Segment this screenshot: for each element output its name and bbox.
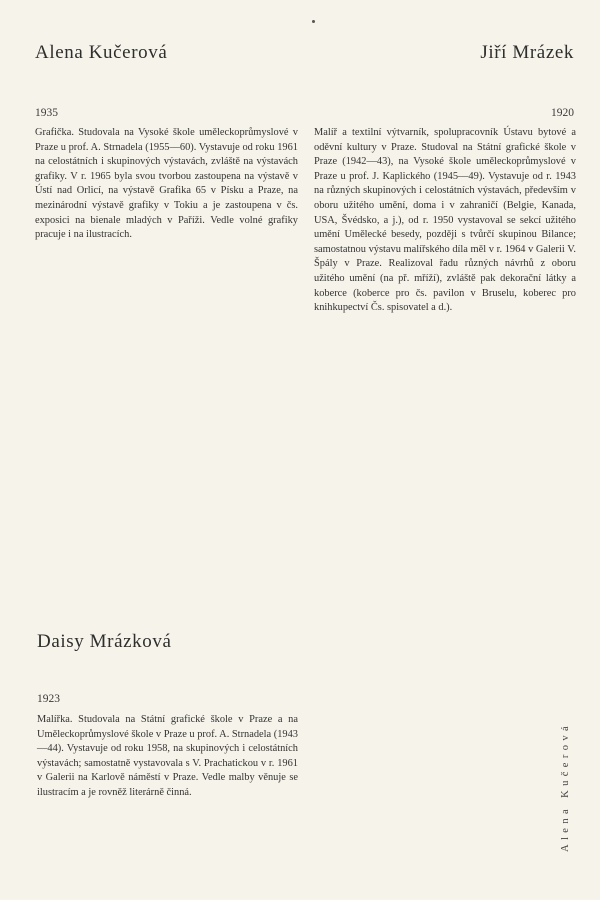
- page-mark: [312, 20, 315, 23]
- birth-year-kucerova: 1935: [35, 107, 58, 119]
- artist-name-kucerova: Alena Kučerová: [35, 42, 168, 63]
- spine-label: Alena Kučerová: [560, 721, 571, 852]
- biography-mrazek: Malíř a textilní výtvarník, spolupracovník Ústavu bytové a oděvní kultury v Praze. Studoval na Státní grafické škole v Praze (1942—43), na Vysoké škole uměleckoprůmyslové v Praze u prof. J. Kaplického (1945—49). Vystavuje od r. 1943 na různých skupinových i celostátních výstavách, především v oboru užitého umění, doma i v zahraničí (Belgie, Kanada, USA, Švédsko, a j.), od r. 1950 vystavoval se sekcí užitého umění Umělecké besedy, později s tvůrčí skupinou Bilance; samostatnou výstavu malířského díla měl v r. 1964 v Galerii V. Špály v Praze. Realizoval řadu různých návrhů z oboru užitého umění (na př. mříží), zvláště pak dekorační látky a koberce (koberce pro čs. pavilon v Bruselu, koberec pro knihkupectví Čs. spisovatel a d.).: [314, 127, 576, 314]
- birth-year-mrazkova: 1923: [37, 693, 60, 705]
- biography-kucerova: Grafička. Studovala na Vysoké škole uměleckoprůmyslové v Praze u prof. A. Strnadela (1955—60). Vystavuje od roku 1961 na celostátních i skupinových výstavách, zvláště na výstavách grafiky. V r. 1965 byla svou tvorbou zastoupena na výstavě v Ústí nad Orlicí, na výstavě Grafika 65 v Písku a Praze, na mezinárodní výstavě grafiky v Tokiu a je zastoupena v čs. exposici na bienale mladých v Paříži. Vedle volné grafiky pracuje i na ilustracích.: [35, 127, 298, 241]
- artist-name-mrazkova: Daisy Mrázková: [37, 631, 172, 652]
- birth-year-mrazek: 1920: [551, 107, 574, 119]
- artist-name-mrazek: Jiří Mrázek: [480, 42, 574, 63]
- biography-mrazkova: Malířka. Studovala na Státní grafické škole v Praze a na Uměleckoprůmyslové škole v Praze u prof. A. Strnadela (1943—44). Vystavuje od roku 1958, na skupinových i celostátních výstavách; samostatně vystavovala s V. Prachatickou v r. 1961 v Galerii na Karlově náměstí v Praze. Vedle malby věnuje se ilustracím a je rovněž literárně činná.: [37, 714, 298, 798]
